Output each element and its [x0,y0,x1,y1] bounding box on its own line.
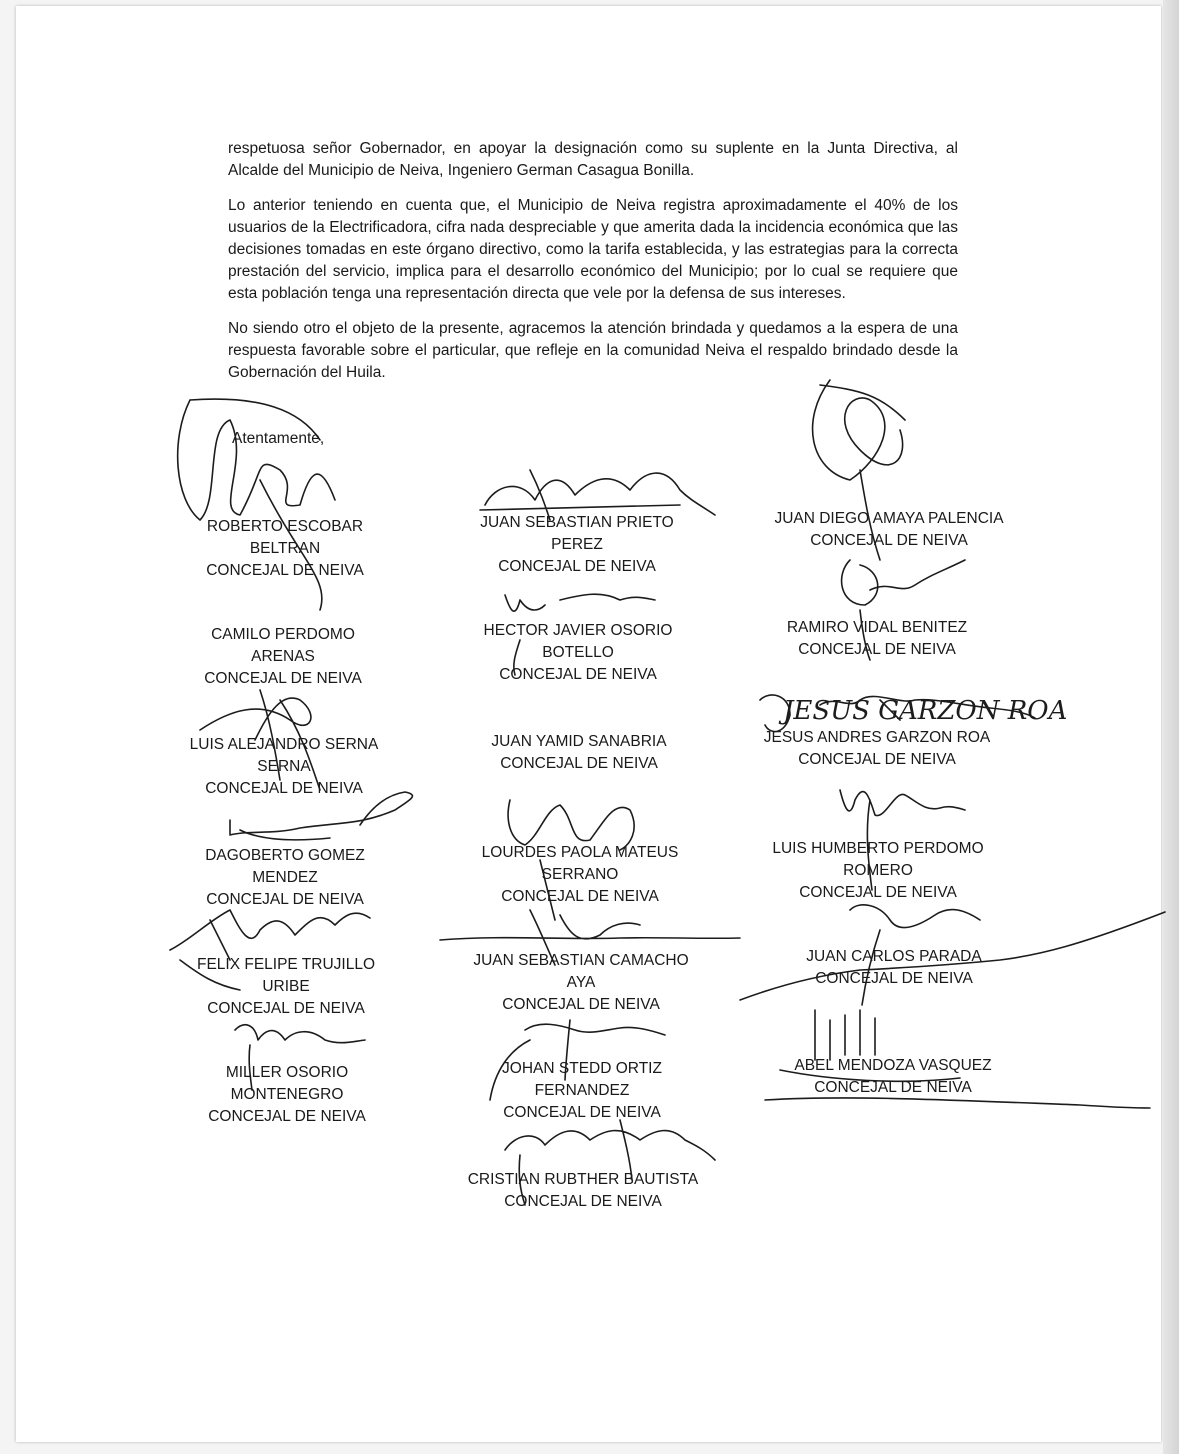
signatory-block [737,617,1017,661]
signatory-line: CONCEJAL DE NEIVA [798,751,956,768]
signatory-line: CONCEJAL DE NEIVA [499,666,657,683]
signatory-line: BELTRAN [249,540,321,557]
signatory-line: CONCEJAL DE NEIVA [208,1108,366,1125]
signatory-line: CONCEJAL DE NEIVA [206,891,364,908]
signatory-block [145,516,425,582]
signatory-block [146,954,426,1020]
signatory-line: JUAN YAMID SANABRIA [491,733,667,750]
letter-body [228,138,958,397]
signatory-line: LUIS ALEJANDRO SERNA [189,736,379,753]
signatory-line: JESUS ANDRES GARZON ROA [763,729,991,746]
signatory-line: FERNANDEZ [534,1082,630,1099]
signatory-line: JUAN SEBASTIAN CAMACHO [473,952,689,969]
signatory-line: CONCEJAL DE NEIVA [810,532,968,549]
signatory-line: CONCEJAL DE NEIVA [204,670,362,687]
paragraph: Lo anterior teniendo en cuenta que, el Municipio de Neiva registra aproximadamente el 40% de los usuarios de la Electrificadora, cifra nada despreciable y que amerita dada la incidencia económica que las decisiones tomadas en este órgano directivo, como la tarifa establecida, y las estrategias para la correcta prestación del servicio, implica para el desarrollo económico del Municipio; por lo cual se requiere que esta población tenga una representación directa que vele por la defensa de sus intereses. [228,197,958,302]
signatory-line: CONCEJAL DE NEIVA [205,780,363,797]
signatory-line: CONCEJAL DE NEIVA [814,1079,972,1096]
signatory-line: CONCEJAL DE NEIVA [207,1000,365,1017]
signatory-line: RAMIRO VIDAL BENITEZ [786,619,968,636]
signatory-line: JUAN SEBASTIAN PRIETO [480,514,674,531]
signatory-line: ABEL MENDOZA VASQUEZ [794,1057,992,1074]
signatory-line: ARENAS [251,648,315,665]
signatory-line: SERRANO [541,866,619,883]
paragraph: No siendo otro el objeto de la presente, agracemos la atención brindada y quedamos a la espera de una respuesta favorable sobre el particular, que refleje en la comunidad Neiva el respaldo brindado desde la Gobernación del Huila. [228,320,958,381]
signatory-line: JUAN DIEGO AMAYA PALENCIA [774,510,1004,527]
signatory-line: HECTOR JAVIER OSORIO [483,622,673,639]
signatory-block [753,1055,1033,1099]
signatory-line: SERNA [257,758,311,775]
signatory-block [144,734,424,800]
signatory-line: CONCEJAL DE NEIVA [504,1193,662,1210]
signatory-line: JUAN CARLOS PARADA [806,948,982,965]
signatory-line: MILLER OSORIO [225,1064,349,1081]
paragraph: respetuosa señor Gobernador, en apoyar la designación como su suplente en la Junta Directiva, al Alcalde del Municipio de Neiva, Ingeniero German Casagua Bonilla. [228,140,958,179]
signatory-block [437,512,717,578]
signatory-line: URIBE [262,978,310,995]
signatory-block [443,1169,723,1213]
signatory-block [442,1058,722,1124]
signatory-line: FELIX FELIPE TRUJILLO [196,956,376,973]
signatory-line: MONTENEGRO [230,1086,344,1103]
signatory-line: ROMERO [843,862,913,879]
signatory-line: PEREZ [551,536,603,553]
signatory-line: LUIS HUMBERTO PERDOMO [772,840,984,857]
signatory-line: BOTELLO [542,644,614,661]
signatory-line: CONCEJAL DE NEIVA [206,562,364,579]
signatory-line: CRISTIAN RUBTHER BAUTISTA [467,1171,699,1188]
signatory-line: MENDEZ [252,869,318,886]
signatory-block [145,845,425,911]
signatory-block [749,508,1029,552]
signatory-line: ROBERTO ESCOBAR [206,518,364,535]
page-edge-shadow [1163,0,1179,1454]
signatory-block [147,1062,427,1128]
signatory-block [738,838,1018,904]
signatory-line: CONCEJAL DE NEIVA [498,558,656,575]
signatory-line: DAGOBERTO GOMEZ [205,847,365,864]
signatory-block [737,727,1017,771]
signatory-line: AYA [566,974,596,991]
signatory-line: CONCEJAL DE NEIVA [501,888,659,905]
signatory-line: CAMILO PERDOMO [211,626,355,643]
signatory-line: JOHAN STEDD ORTIZ [502,1060,662,1077]
signatory-line: CONCEJAL DE NEIVA [799,884,957,901]
signatory-line: LOURDES PAOLA MATEUS [481,844,679,861]
signatory-block [441,950,721,1016]
signatory-line: CONCEJAL DE NEIVA [798,641,956,658]
signatory-line: CONCEJAL DE NEIVA [500,755,658,772]
closing-greeting: Atentamente, [232,430,325,447]
signatory-line: CONCEJAL DE NEIVA [502,996,660,1013]
garzon-handwriting: JESUS GARZON ROA [783,696,1068,726]
signatory-block [440,842,720,908]
signatory-line: CONCEJAL DE NEIVA [503,1104,661,1121]
signatory-line: CONCEJAL DE NEIVA [815,970,973,987]
signatory-block [438,620,718,686]
signatory-block [439,731,719,775]
signatory-block [754,946,1034,990]
signatory-block [143,624,423,690]
